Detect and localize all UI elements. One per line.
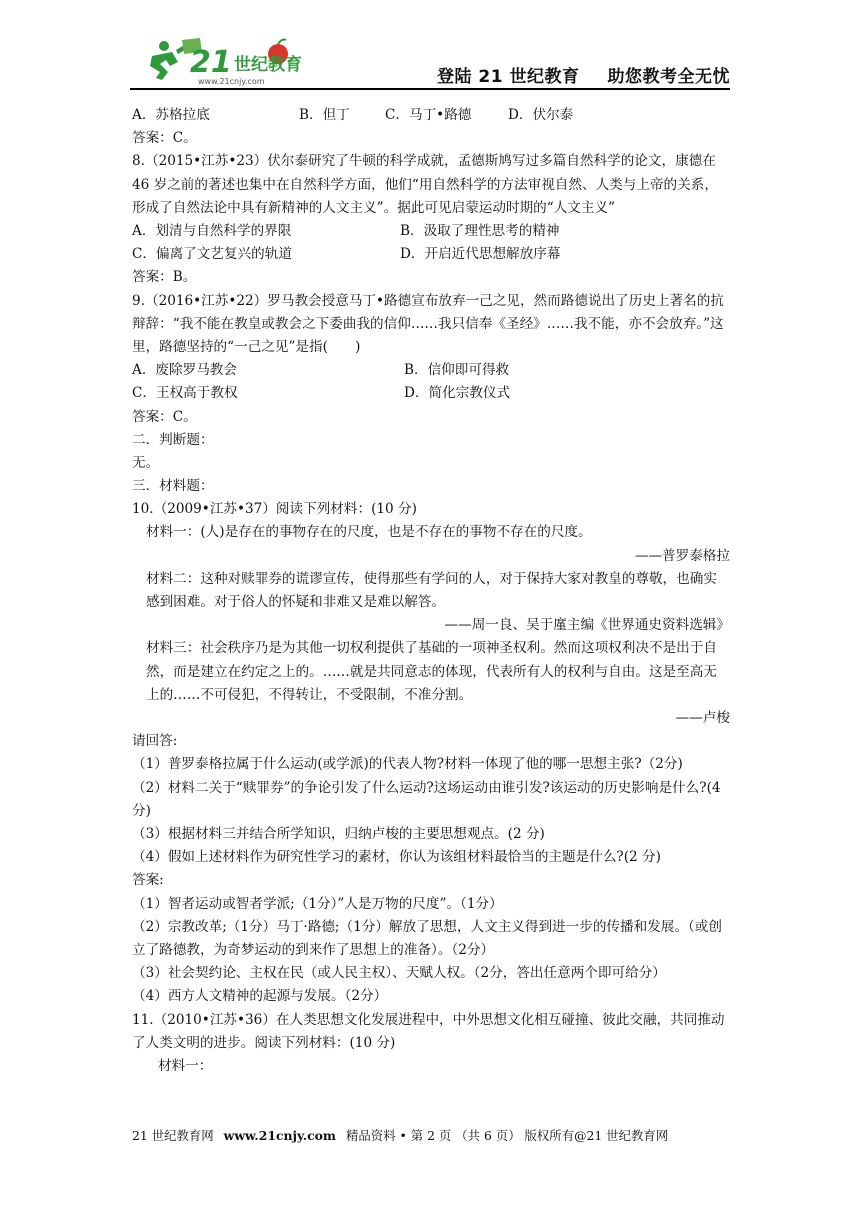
section-2-title: 二．判断题： [132,431,214,448]
svg-text:世纪教育: 世纪教育 [234,55,302,75]
q7-options [132,104,730,127]
q7-option-a: A．苏格拉底 [132,107,210,123]
q10-sub-3: （3）根据材料三并结合所学知识，归纳卢梭的主要思想观点。(2 分) [132,826,545,843]
page-footer [132,1126,668,1144]
q8-option-d: D．开启近代思想解放序幕 [400,246,561,263]
q10-material-1-source: ——普罗泰格拉 [634,547,730,564]
q8-options-ab [132,220,730,243]
q8-answer: 答案：B。 [132,269,197,286]
header-slogan-left: 登陆 21 世纪教育 [437,67,580,87]
q10-ask: 请回答: [132,733,178,750]
q10-material-2: 材料二：这种对赎罪券的谎谬宣传，使得那些有学问的人，对于保持大家对教皇的尊敬，也确实感到困难。对于俗人的怀疑和非难又是难以解答。 [146,570,717,611]
header-divider [130,88,730,90]
q11-stem: 11.（2010•江苏•36）在人类思想文化发展进程中，中外思想文化相互碰撞、彼此交融，共同推动了人类文明的进步。阅读下列材料：(10 分) [132,1011,725,1051]
q10-material-3: 材料三：社会秩序乃是为其他一切权利提供了基础的一项神圣权利。然而这项权利决不是出于自然，而是建立在约定之上的。……就是共同意志的体现，代表所有人的权利与自由。这是至高无上的……不可侵犯，不得转让，不受限制，不准分割。 [146,640,717,703]
svg-text:www.21cnjy.com: www.21cnjy.com [198,77,265,86]
q9-stem: 9.（2016•江苏•22）罗马教会授意马丁•路德宣布放弃一己之见，然而路德说出了历史上著名的抗辩辞：“我不能在教皇或教会之下委曲我的信仰……我只信奉《圣经》……我不能，亦不会放弃。”这里，路德坚持的“一己之见”是指( ) [132,292,724,355]
q10-answer-2: （2）宗教改革;（1分）马丁·路德;（1分）解放了思想，人文主义得到进一步的传播和发展。（或创立了路德教，为奇梦运动的到来作了思想上的准备）。（2分） [132,918,722,958]
q9-options-cd [132,382,730,405]
section-3-title: 三．材料题： [132,478,214,495]
q10-answer-1: （1）智者运动或智者学派;（1分）”人是万物的尺度”。（1分） [132,895,503,912]
footer-site-link[interactable]: www.21cnjy.com [223,1128,337,1143]
section-2-body: 无。 [132,454,160,471]
q8-options-cd [132,243,730,266]
q11-material-1: 材料一： [158,1057,213,1074]
q8-stem: 8.（2015•江苏•23）伏尔泰研究了牛顿的科学成就，孟德斯鸠写过多篇自然科学的论文，康德在 46 岁之前的著述也集中在自然科学方面，他们“用自然科学的方法审视自然、人类与上帝的关系，形成了自然法论中具有新精神的人文主义”。据此可见启蒙运动时期的“人文主义” [132,153,718,216]
q10-sub-2: （2）材料二关于“赎罪券”的争论引发了什么运动?这场运动由谁引发?该运动的历史影响是什么?(4 分) [132,779,721,819]
q7-option-b: B．但丁 [299,107,350,123]
header-slogan-right: 助您教考全无忧 [607,67,730,87]
q7-option-d: D．伏尔泰 [508,107,574,123]
q10-sub-4: （4）假如上述材料作为研究性学习的素材，你认为该组材料最恰当的主题是什么?(2 分) [132,849,661,866]
q10-answer-label: 答案: [132,872,164,889]
q9-answer: 答案：C。 [132,408,197,425]
site-logo [142,36,322,88]
q9-option-d: D．简化宗教仪式 [404,385,511,402]
q10-material-1: 材料一：(人)是存在的事物存在的尺度，也是不存在的事物不存在的尺度。 [146,524,592,541]
q10-stem: 10.（2009•江苏•37）阅读下列材料：(10 分) [132,501,417,518]
q9-option-b: B．信仰即可得救 [404,362,510,379]
q10-answer-4: （4）西方人文精神的起源与发展。（2分） [132,988,388,1005]
q9-option-c: C．王权高于教权 [132,385,238,402]
q8-option-c: C．偏离了文艺复兴的轨道 [132,246,292,263]
q10-material-2-source: ——周一良、吴于廑主编《世界通史资料选辑》 [444,617,730,634]
q10-sub-1: （1）普罗泰格拉属于什么运动(或学派)的代表人物?材料一体现了他的哪一思想主张?（2分) [132,756,683,773]
q7-answer: 答案：C。 [132,130,197,147]
q10-answer-3: （3）社会契约论、主权在民（或人民主权）、天赋人权。（2分，答出任意两个即可给分） [132,965,666,982]
header-slogan [437,62,730,87]
q8-option-b: B．汲取了理性思考的精神 [400,222,560,239]
q9-option-a: A．废除罗马教会 [132,362,237,379]
q7-option-c: C．马丁•路德 [385,107,472,123]
q9-options-ab [132,359,730,382]
document-body [132,104,730,1078]
footer-left: 21 世纪教育网 [132,1128,214,1143]
q8-option-a: A．划清与自然科学的界限 [132,222,292,239]
svg-text:21: 21 [190,45,232,80]
footer-right: 精品资料 • 第 2 页 （共 6 页） 版权所有@21 世纪教育网 [346,1128,669,1143]
q10-material-3-source: ——卢梭 [675,710,730,727]
